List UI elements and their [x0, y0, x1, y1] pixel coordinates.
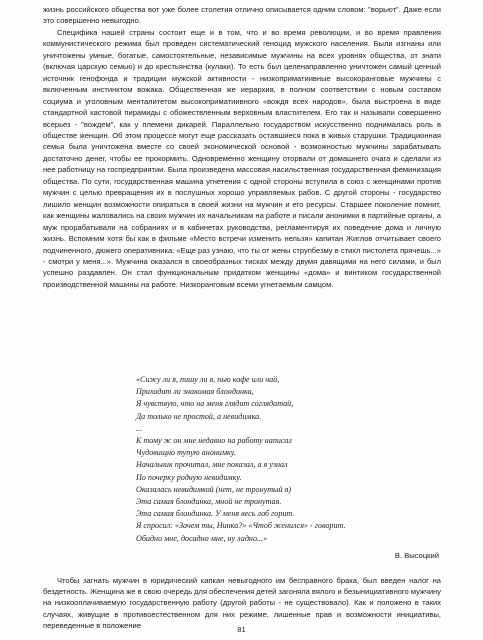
poem-line: «Сижу ли я, пишу ли я, пью кофе или чай,: [136, 375, 280, 384]
main-text-block: [43, 4, 441, 290]
poem-line: К тому ж он мне недавно на работу написал: [136, 436, 292, 446]
poem-line: Эта самая блондинка. У меня весь лоб горит.: [136, 509, 295, 519]
bottom-paragraph: Чтобы загнать мужчин в юридический капкан невыгодного им бесправного брака, был введен налог на бездетность. Женщина же в свою очередь для обеспечения детей загоняла вялого и безынициативного мужчину на низкооплачиваемую государственную работу (другой работы - не существовало). Как и положено в таких случаях, живущие в противоестественном для них режиме, лишенные прав и возможности инициативы, переведенные в положение: [43, 576, 441, 630]
poem-line: По почерку родную невидимку.: [136, 472, 242, 482]
poem-author: В. Высоцкий: [394, 551, 439, 560]
poem-quote: [136, 374, 396, 545]
continuation-paragraph: жизнь российского общества вот уже более столетия отлично описывается одним словом: "ворьют". Даже если это совершенно невыгодно.: [43, 5, 441, 26]
main-paragraph: Специфика нашей страны состоит еще и в том, что и во время революции, и во время правления коммунистического режима был проведен систематический геноцид мужского населения. Были изгнаны или уничтожены умные, богатые, самостоятельные, независимые мужчины на всех уровнях общества, от знати (включая царскую семью) и до крестьянства (кулаки). То есть был целенаправленно уничтожен самый ценный источник генофонда и традиции мужской активности - низкоприматиивные высокоранговые мужчины с включенным инстинктом вожака. Общественная же иерархия, в полном соответствии с новым составом социума и уголовным менталитетом высокоприматиивного «вождя всех народов», была выстроена в виде стандартной кастовой пирамиды с обожествленным верховным властителем. Его так и называли совершенно всерьез - "вождем", как у племени дикарей. Параллельно государством искусственно поднималась роль в обществе женщин. Об этом процессе могут еще рассказать оставшиеся пока в живых старушки. Традиционная семья была уничтожена вместе со своей экономической основой - возможностью мужчины зарабатывать достаточно денег, чтобы ее прокормить. Одновременно женщину оторвали от домашнего очага и сделали из нее работницу на госпредприятии. Была произведена массовая насильственная государственная феминизация общества. По сути, государственная машина угнетения с одной стороны вступила в союз с женщинами против мужчин с целью превращения их в послушных хорошо управляемых рабов. С другой стороны - государство лишило женщин возможности опираться в своей жизни на мужчин и его ресурсы. Старшее поколение помнит, как женщины жаловались на своих мужчин их начальникам на работе и писали анонимки в партийные органы, а муж прорабатывали на собраниях и в кабинетах руководства, регламентируя их поведение дома и личную жизнь. Вспомним хотя бы как в фильме «Место встречи изменить нельзя» капитан Жиглов отчитывает своего подчиненного, дюжего оперативника: «Еще раз узнаю, что ты от жены струпбезму в стихл пистолета прячешь...» - смотри у меня...». Мужчина оказался в своеобразных тисках между двумя давящими на него силами, и был успешно раздавлен. Он стал функциональным придатком женщины «дома» и винтиком государственной производственной машины на работе. Низкоранговым всеми угнетаемым самцом.: [43, 27, 441, 289]
poem-line: Приходит ли знакомая блондинка,: [136, 387, 254, 397]
poem-line: Я спросил: «Зачем ты, Нинка?» «Чтоб женился» - говорит.: [136, 521, 346, 531]
poem-line: Да только не простой, а невидимка.: [136, 411, 262, 421]
poem-ellipsis: ...: [136, 423, 143, 433]
bottom-text-block: [43, 575, 441, 631]
poem-line: Я чувствую, что на меня глядит соглядатай,: [136, 399, 294, 409]
poem-line: Эта самая блондинка, мной не тронутая.: [136, 497, 282, 507]
page-number: 81: [237, 625, 246, 634]
poem-line: Оказалась невидимкой (нет, не тронутый я): [136, 484, 292, 494]
poem-line: Чудовищно тупую анонимку.: [136, 448, 236, 458]
poem-line: Обидно мне, досадно мне, ну ладно...»: [136, 533, 268, 543]
poem-line: Начальник прочитал, мне показал, а я узнал: [136, 460, 288, 470]
